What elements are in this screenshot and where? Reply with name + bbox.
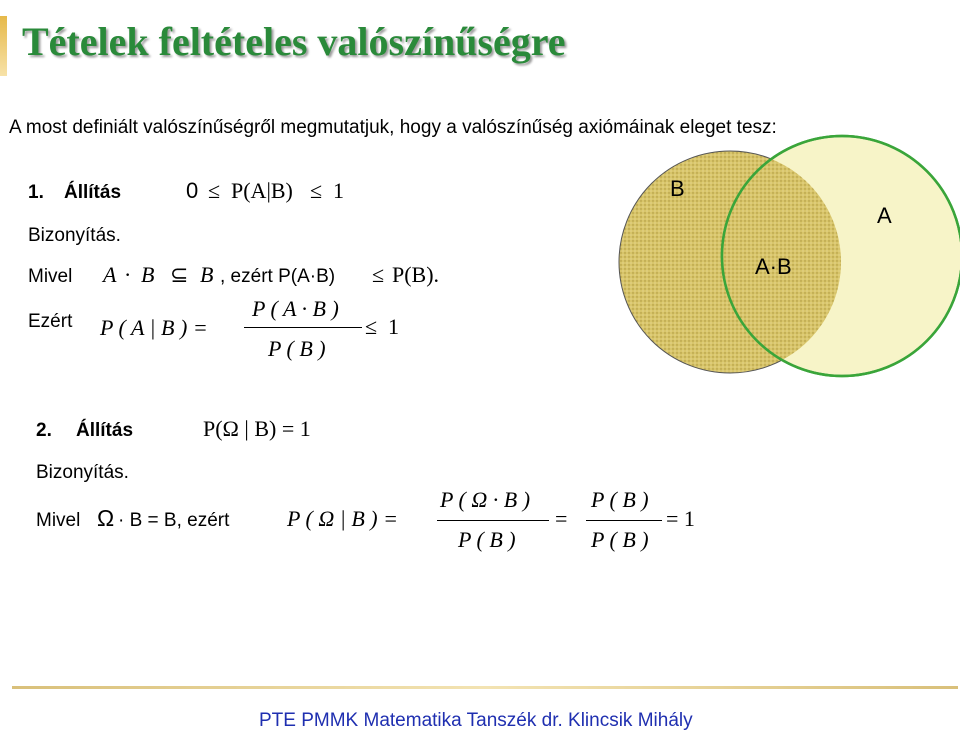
claim2-denominator-2: P ( B ) (591, 527, 649, 552)
claim1-therefore-text: , ezért P(A·B) (220, 266, 336, 287)
claim1-therefore-rhs: P(B). (392, 262, 440, 287)
venn-label-a: A (877, 203, 892, 228)
footer-text: PTE PMMK Matematika Tanszék dr. Klincsik Mihály (259, 710, 693, 731)
claim2-lhs: P ( Ω | B ) = (287, 506, 398, 531)
claim1-therefore-le: ≤ (372, 262, 385, 287)
claim1-hence-word: Ezért (28, 311, 73, 332)
claim2-fraction-bar-1 (437, 520, 549, 521)
footer-divider (12, 686, 958, 689)
claim1-label: Állítás (64, 182, 122, 203)
claim1-final-one: 1 (388, 314, 399, 339)
claim1-subset-dot: · (124, 262, 132, 287)
page-title: Tételek feltételes valószínűségre (22, 19, 566, 64)
claim2-denominator-1: P ( B ) (458, 527, 516, 552)
claim2-dot-b-text: · B = B, ezért (118, 510, 230, 531)
claim1-subset-b2: B (200, 262, 214, 287)
claim1-subset-a: A (103, 262, 117, 287)
claim2-fraction-bar-2 (586, 520, 662, 521)
claim2-number: 2. (36, 420, 52, 441)
claim1-le1: ≤ (208, 178, 221, 203)
claim2-proof-label: Bizonyítás. (36, 462, 129, 483)
claim1-numerator: P ( A · B ) (252, 296, 339, 321)
claim2-equals-2: = 1 (666, 506, 695, 531)
claim1-since-word: Mivel (28, 266, 73, 287)
claim2-since-text: Mivel (36, 510, 81, 531)
claim2-omega: Ω (97, 505, 115, 531)
claim1-zero: 0 (186, 178, 199, 203)
claim1-proof-label: Bizonyítás. (28, 225, 121, 246)
venn-label-b: B (670, 176, 685, 201)
claim2-expr: P(Ω | B) = 1 (203, 416, 311, 441)
claim1-le2: ≤ (310, 178, 323, 203)
claim1-subset-symbol: ⊆ (170, 262, 189, 287)
claim1-expr: P(A|B) (231, 178, 293, 203)
claim1-denominator: P ( B ) (268, 336, 326, 361)
venn-label-ab: A·B (755, 254, 792, 279)
claim1-lhs: P ( A | B ) = (100, 315, 208, 340)
claim2-numerator-1: P ( Ω · B ) (440, 487, 531, 512)
claim1-final-le: ≤ (365, 314, 378, 339)
claim2-numerator-2: P ( B ) (591, 487, 649, 512)
claim1-number: 1. (28, 182, 44, 203)
intro-text: A most definiált valószínűségről megmutatjuk, hogy a valószínűség axiómáinak eleget tesz: (9, 117, 777, 138)
claim1-one: 1 (333, 178, 344, 203)
claim2-equals-1: = (555, 506, 568, 531)
claim2-label: Állítás (76, 420, 134, 441)
claim1-subset-b: B (141, 262, 155, 287)
